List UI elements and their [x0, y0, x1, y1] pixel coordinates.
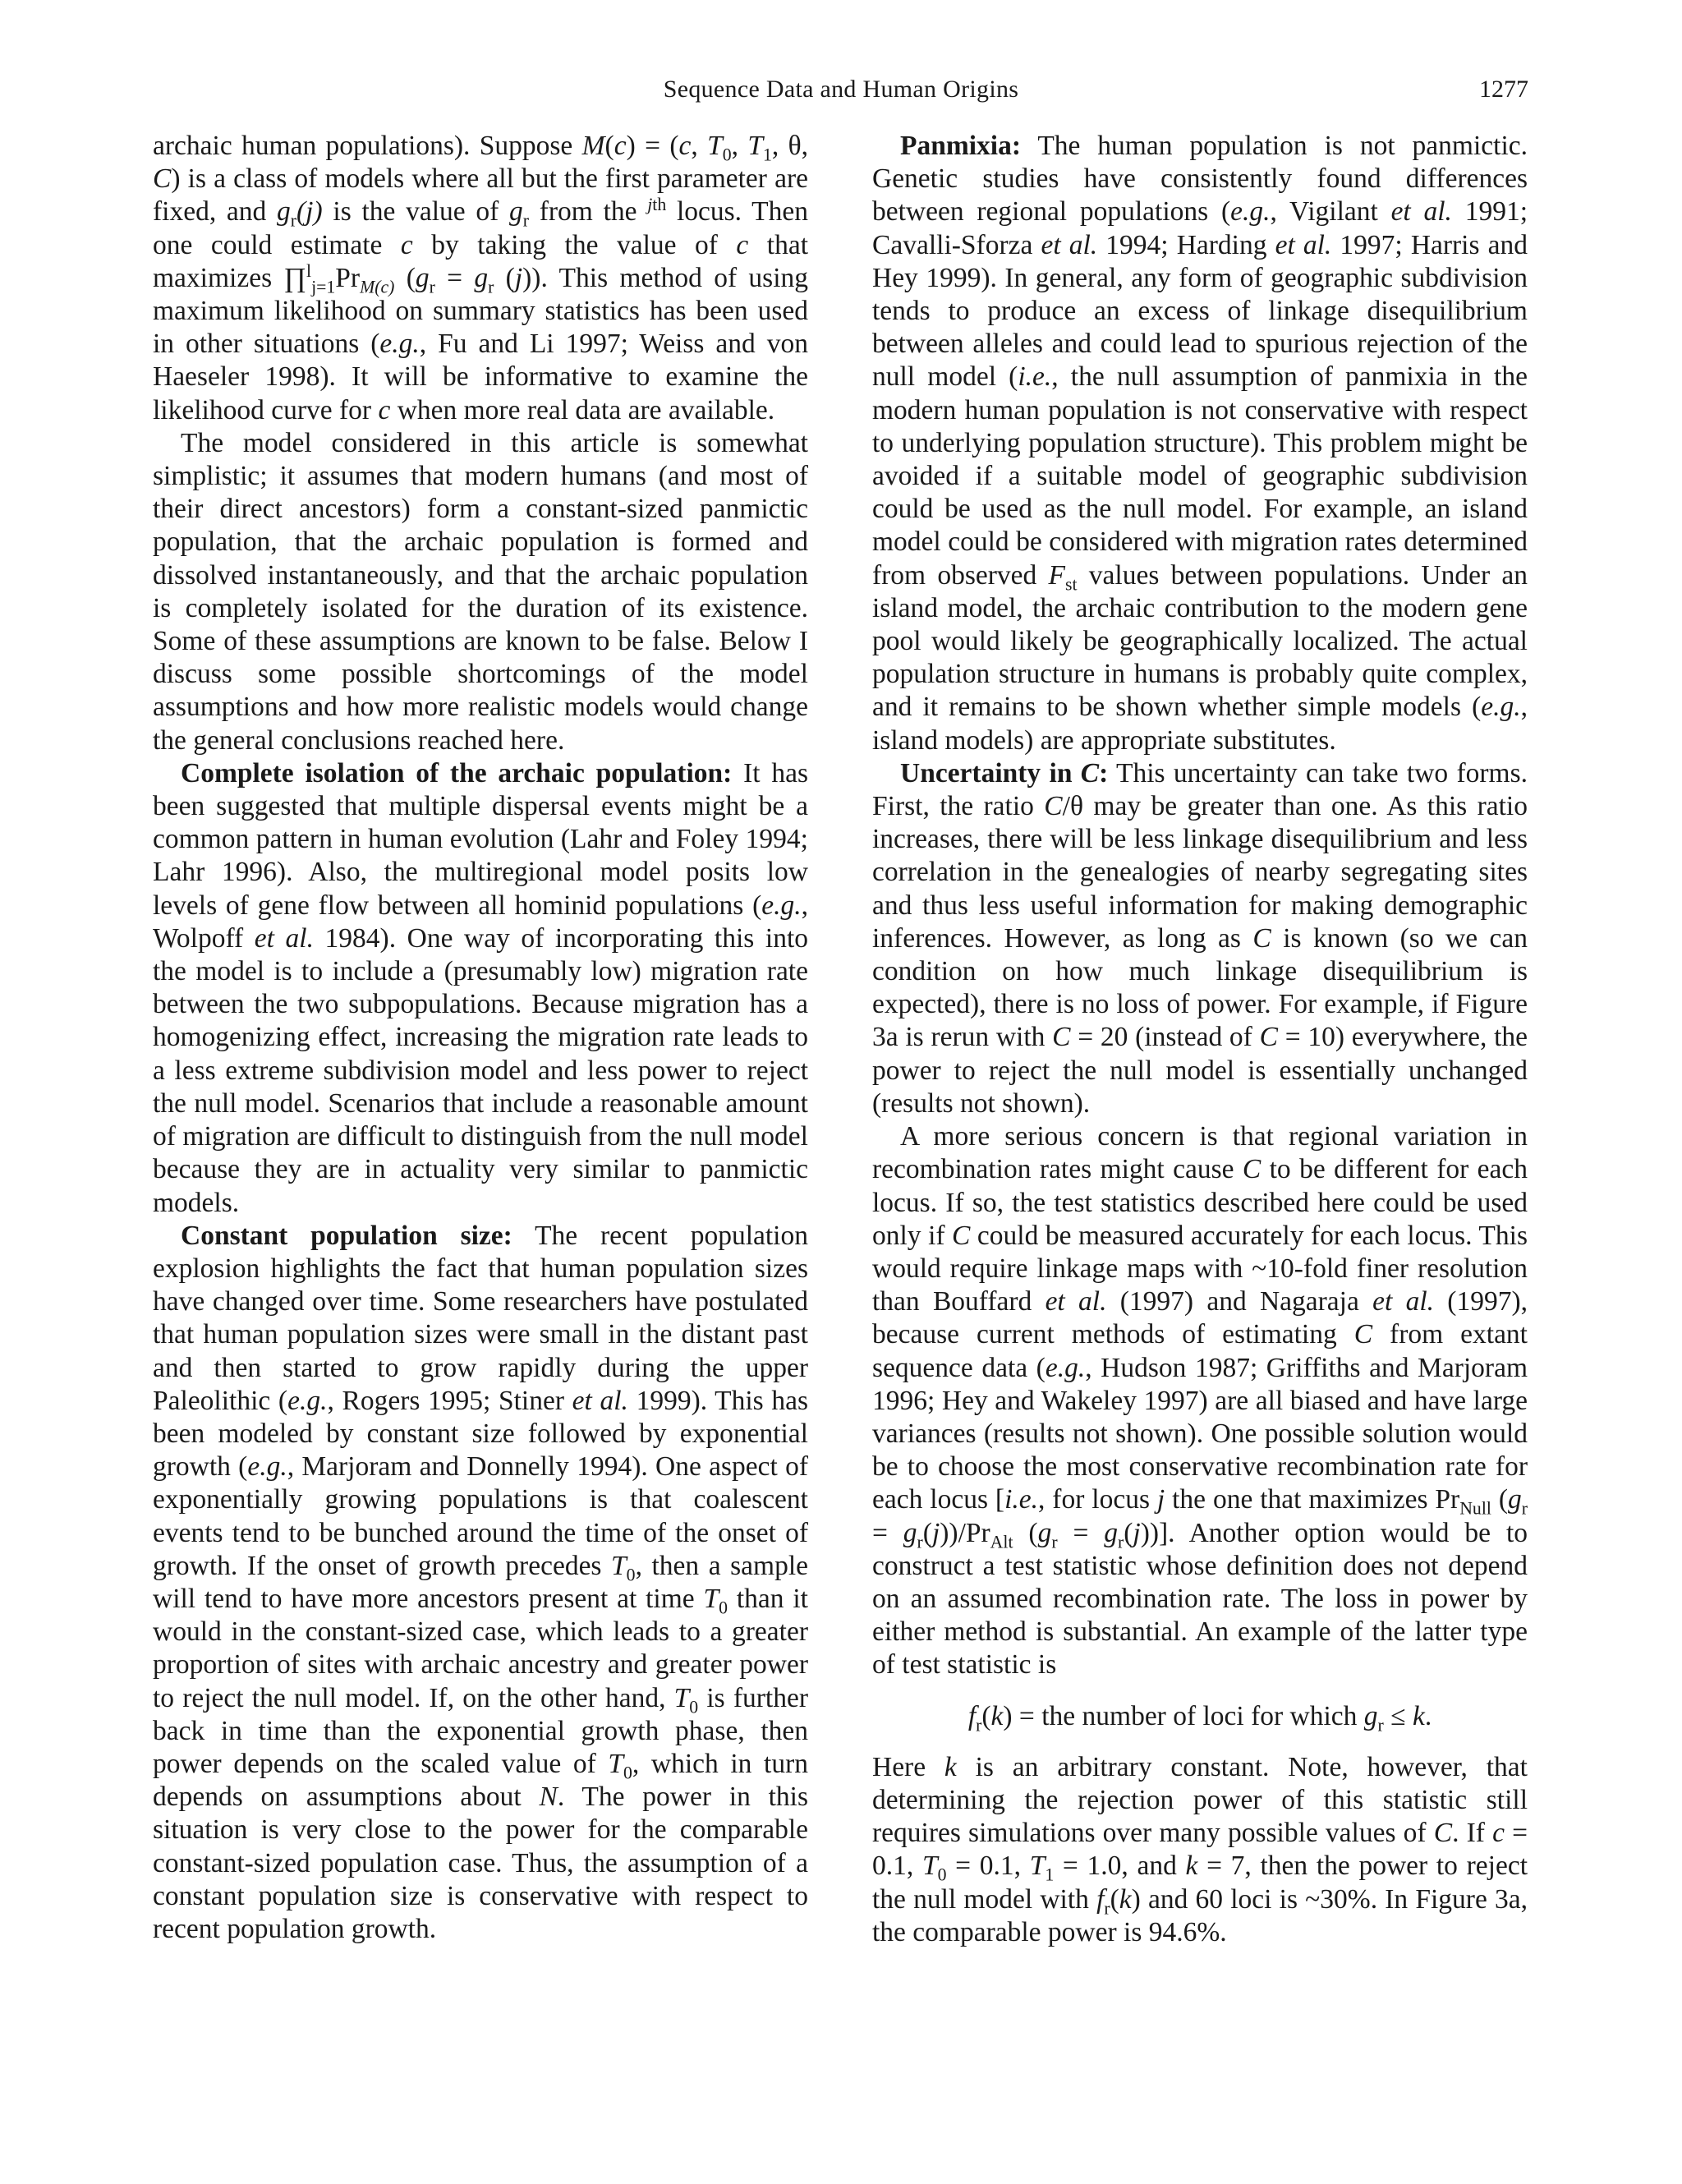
paragraph-arbitrary-constant: Here k is an arbitrary constant. Note, however, that determining the rejection power of this statistic still requires simulations over many possible values of C. If c = 0.1, $T_0 = 0.1$, $T_1 = 1.0$, and k = 7, then the power to reject the null model with $f_r(k)$ and 60 loci is ~30%. In Figure 3a, the comparable power is 94.6%. — [872, 1751, 1528, 1947]
paragraph-model-assumptions: The model considered in this article is somewhat simplistic; it assumes that modern humans (and most of their direct ancestors) form a constant-sized panmictic population, that the archaic population is formed and dissolved instantaneously, and that the archaic population is completely isolated for the duration of its existence. Some of these assumptions are known to be false. Below I discuss some possible shortcomings of the model assumptions and how more realistic models would change the general conclusions reached here. — [153, 427, 808, 756]
section-heading-constant-population: Constant population size: — [181, 1220, 512, 1251]
equation-test-statistic: $f_r(k)$ = the number of loci for which $g_r \le k$. — [967, 1700, 1432, 1736]
paragraph-uncertainty: Uncertainty in C: This uncertainty can take two forms. First, the ratio C/θ may be greater than one. As this ratio increases, there will be less linkage disequilibrium and less correlation in the genealogies of nearby segregating sites and thus less useful information for making demographic inferences. However, as long as C is known (so we can condition on how much linkage disequilibrium is expected), there is no loss of power. For example, if Figure 3a is rerun with C = 20 (instead of C = 10) everywhere, the power to reject the null model is essentially unchanged (results not shown). — [872, 757, 1528, 1119]
right-column — [872, 130, 1528, 1949]
section-heading-panmixia: Panmixia: — [900, 131, 1022, 161]
running-head-title: Sequence Data and Human Origins — [663, 76, 1019, 103]
paragraph-likelihood-estimation: archaic human populations). Suppose M(c) = (c, $T_0$, $T_1$, θ, C) is a class of models where all but the first parameter are fixed, and $g_r(j)$ is the value of $g_r$ from the $^{jth}$ locus. Then one could estimate c by taking the value of c that maximizes $\prod^l_{j=1}Pr_{M(c)}$ ($g_r = g_r$ (j)). This method of using maximum likelihood on summary statistics has been used in other situations (e.g., Fu and Li 1997; Weiss and von Haeseler 1998). It will be informative to examine the likelihood curve for c when more real data are available. — [153, 131, 809, 425]
section-heading-uncertainty: Uncertainty in C: — [900, 757, 1109, 789]
paragraph-panmixia: Panmixia: The human population is not panmictic. Genetic studies have consistently found differences between regional populations (e.g., Vigilant et al. 1991; Cavalli-Sforza et al. 1994; Harding et al. 1997; Harris and Hey 1999). In general, any form of geographic subdivision tends to produce an excess of linkage disequilibrium between alleles and could lead to spurious rejection of the null model (i.e., the null assumption of panmixia in the modern human population is not conservative with respect to underlying population structure). This problem might be avoided if a suitable model of geographic subdivision could be used as the null model. For example, an island model could be considered with migration rates determined from observed $F_{st}$ values between populations. Under an island model, the archaic contribution to the modern gene pool would likely be geographically localized. The actual population structure in humans is probably quite complex, and it remains to be shown whether simple models (e.g., island models) are appropriate substitutes. — [872, 131, 1528, 756]
paragraph-recombination-variation: A more serious concern is that regional variation in recombination rates might cause C to be different for each locus. If so, the test statistics described here could be used only if C could be measured accurately for each locus. This would require linkage maps with ~10-fold finer resolution than Bouffard et al. (1997) and Nagaraja et al. (1997), because current methods of estimating C from extant sequence data (e.g., Hudson 1987; Griffiths and Marjoram 1996; Hey and Wakeley 1997) are all biased and have large variances (results not shown). One possible solution would be to choose the most conservative recombination rate for each locus [i.e., for locus j the one that maximizes $Pr_{Null}$ $(g_r = g_r(j))/Pr_{Alt}$ $(g_r = g_r(j))$]. Another option would be to construct a test statistic whose definition does not depend on an assumed recombination rate. The loss in power by either method is substantial. An example of the latter type of test statistic is — [872, 1121, 1528, 1681]
paragraph-constant-population: Constant population size: The recent population explosion highlights the fact that human population sizes have changed over time. Some researchers have postulated that human population sizes were small in the distant past and then started to grow rapidly during the upper Paleolithic (e.g., Rogers 1995; Stiner et al. 1999). This has been modeled by constant size followed by exponential growth (e.g., Marjoram and Donnelly 1994). One aspect of exponentially growing populations is that coalescent events tend to be bunched around the time of the onset of growth. If the onset of growth precedes $T_0$, then a sample will tend to have more ancestors present at time $T_0$ than it would in the constant-sized case, which leads to a greater proportion of sites with archaic ancestry and greater power to reject the null model. If, on the other hand, $T_0$ is further back in time than the exponential growth phase, then power depends on the scaled value of $T_0$, which in turn depends on assumptions about N. The power in this situation is very close to the power for the comparable constant-sized population case. Thus, the assumption of a constant population size is conservative with respect to recent population growth. — [153, 1220, 809, 1944]
left-column — [153, 130, 808, 1946]
paragraph-complete-isolation: Complete isolation of the archaic population: It has been suggested that multiple dispersal events might be a common pattern in human evolution (Lahr and Foley 1994; Lahr 1996). Also, the multiregional model posits low levels of gene flow between all hominid populations (e.g., Wolpoff et al. 1984). One way of incorporating this into the model is to include a (presumably low) migration rate between the two subpopulations. Because migration has a homogenizing effect, increasing the migration rate leads to a less extreme subdivision model and less power to reject the null model. Scenarios that include a reasonable amount of migration are difficult to distinguish from the null model because they are in actuality very similar to panmictic models. — [153, 757, 809, 1218]
section-heading-complete-isolation: Complete isolation of the archaic population: — [181, 757, 733, 789]
page-number: 1277 — [1479, 76, 1528, 103]
